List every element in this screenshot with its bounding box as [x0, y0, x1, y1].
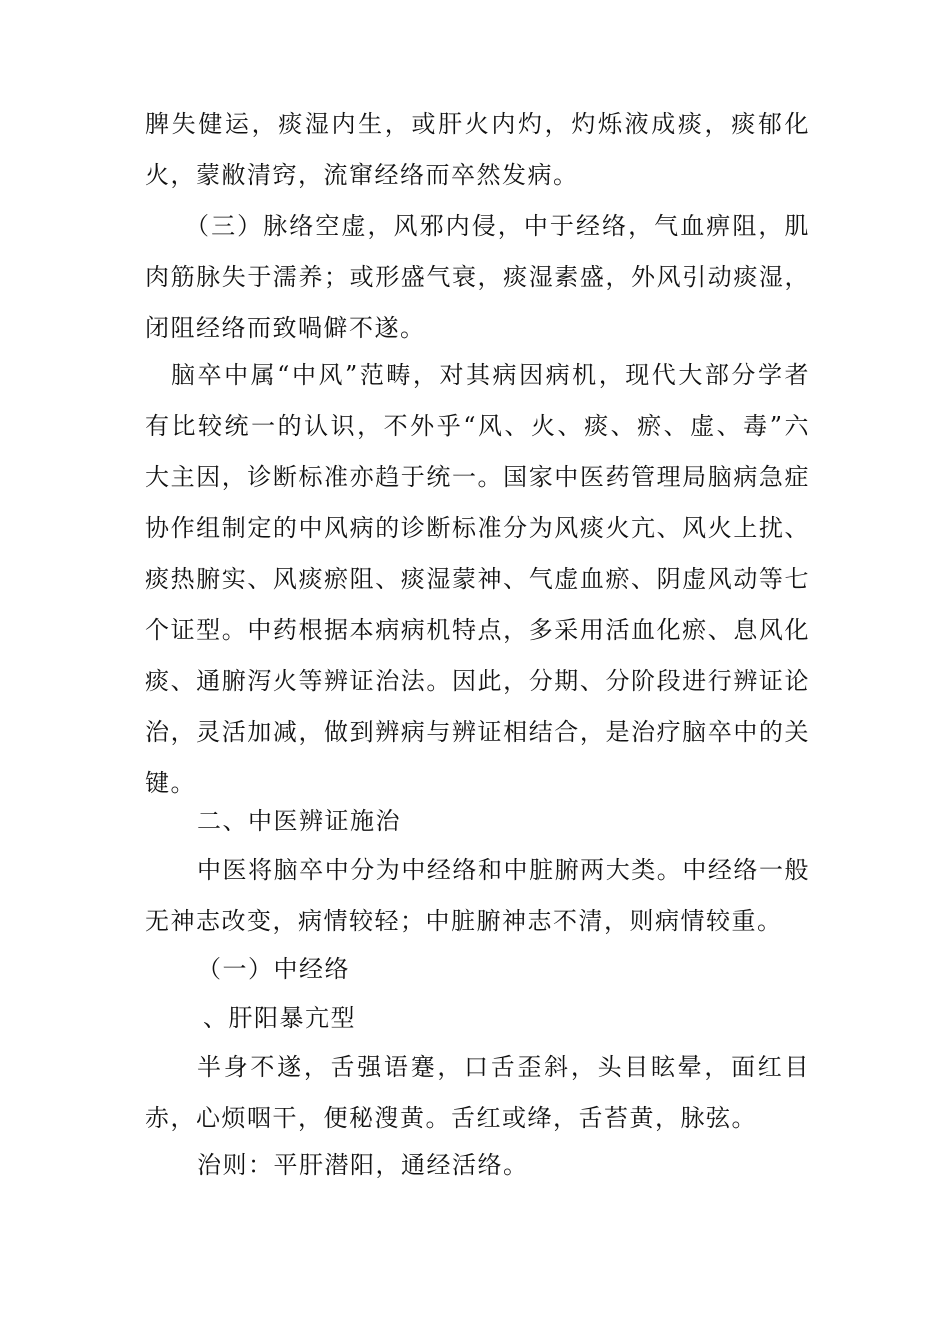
- paragraph-symptoms: 半身不遂，舌强语蹇，口舌歪斜，头目眩晕，面红目赤，心烦咽干，便秘溲黄。舌红或绛，舌苔黄，脉弦。: [145, 1053, 810, 1132]
- paragraph-item-three: （三）脉络空虚，风邪内侵，中于经络，气血痹阻，肌肉筋脉失于濡养；或形盛气衰，痰湿素盛，外风引动痰湿，闭阻经络而致喎僻不遂。: [145, 212, 810, 342]
- paragraph-classification: 中医将脑卒中分为中经络和中脏腑两大类。中经络一般无神志改变，病情较轻；中脏腑神志不清，则病情较重。: [145, 856, 810, 935]
- subheading-meridian-stroke: （一）中经络: [197, 955, 350, 983]
- section-heading-tcm-treatment: 二、中医辨证施治: [197, 807, 401, 835]
- paragraph-spleen-phlegm: 脾失健运，痰湿内生，或肝火内灼，灼烁液成痰，痰郁化火，蒙敝清窍，流窜经络而卒然发病。: [145, 110, 810, 189]
- paragraph-stroke-etiology: 脑卒中属“中风”范畴，对其病因病机，现代大部分学者有比较统一的认识，不外乎“风、火、痰、瘀、虚、毒”六大主因，诊断标准亦趋于统一。国家中医药管理局脑病急症协作组制定的中风病的诊断标准分为风痰火亢、风火上扰、痰热腑实、风痰瘀阻、痰湿蒙神、气虚血瘀、阴虚风动等七个证型。中药根据本病病机特点，多采用活血化瘀、息风化痰、通腑泻火等辨证治法。因此，分期、分阶段进行辨证论治，灵活加减，做到辨病与辨证相结合，是治疗脑卒中的关键。: [145, 361, 810, 797]
- paragraph-treatment-principle: 治则：平肝潜阳，通经活络。: [197, 1151, 529, 1179]
- subheading-liver-yang-type: 、肝阳暴亢型: [203, 1004, 356, 1032]
